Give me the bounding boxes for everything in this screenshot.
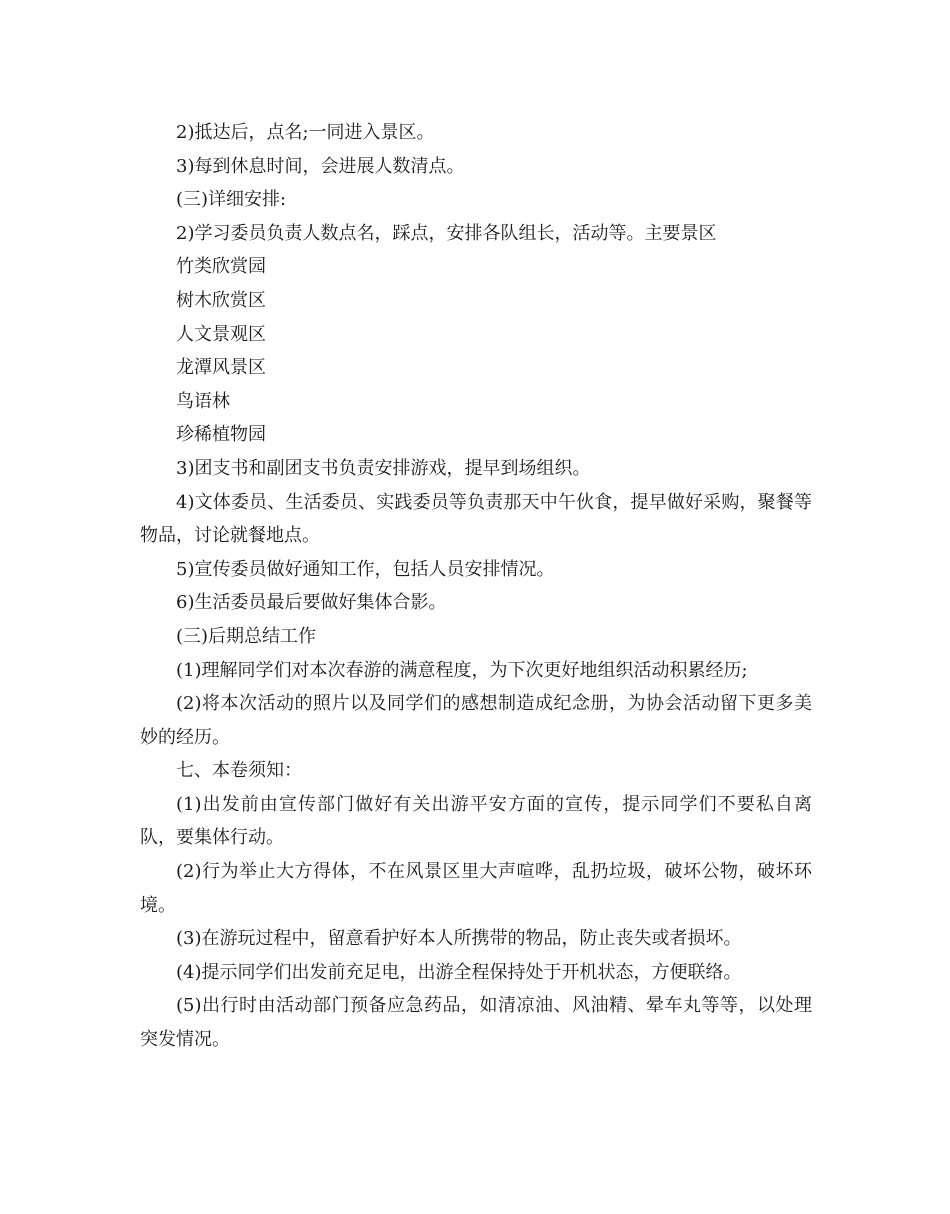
- section-heading: 七、本卷须知：: [176, 760, 302, 782]
- paragraph: (3)在游玩过程中，留意看护好本人所携带的物品，防止丧失或者损坏。: [176, 928, 742, 950]
- list-item: 鸟语林: [176, 390, 230, 412]
- paragraph: (1)理解同学们对本次春游的满意程度，为下次更好地组织活动积累经历;: [176, 659, 748, 681]
- paragraph: (1)出发前由宣传部门做好有关出游平安方面的宣传，提示同学们不要私自离队，要集体行动。: [140, 793, 812, 849]
- paragraph: 2)学习委员负责人数点名，踩点，安排各队组长，活动等。主要景区: [176, 222, 717, 244]
- paragraph: 4)文体委员、生活委员、实践委员等负责那天中午伙食，提早做好采购，聚餐等物品，讨论就餐地点。: [140, 491, 812, 547]
- paragraph: (2)行为举止大方得体，不在风景区里大声喧哗，乱扔垃圾，破坏公物，破坏环境。: [140, 861, 812, 916]
- paragraph: (5)出行时由活动部门预备应急药品，如清凉油、风油精、晕车丸等等，以处理突发情况。: [140, 995, 812, 1051]
- paragraph: (4)提示同学们出发前充足电，出游全程保持处于开机状态，方便联络。: [176, 961, 742, 983]
- list-item: 龙潭风景区: [176, 357, 266, 379]
- paragraph: 3)团支书和副团支书负责安排游戏，提早到场组织。: [176, 457, 591, 479]
- document-body: [140, 116, 812, 1057]
- list-item: 树木欣赏区: [176, 289, 266, 311]
- paragraph: (2)将本次活动的照片以及同学们的感想制造成纪念册，为协会活动留下更多美妙的经历。: [140, 693, 812, 748]
- list-item: 珍稀植物园: [176, 424, 266, 446]
- list-item: 竹类欣赏园: [176, 256, 266, 278]
- paragraph: (三)详细安排:: [176, 189, 287, 211]
- paragraph: 2)抵达后，点名;一同进入景区。: [176, 122, 435, 143]
- paragraph: 5)宣传委员做好通知工作，包括人员安排情况。: [176, 558, 555, 580]
- list-item: 人文景观区: [176, 323, 266, 345]
- paragraph: 3)每到休息时间，会进展人数清点。: [176, 155, 465, 177]
- section-heading: (三)后期总结工作: [176, 625, 317, 647]
- paragraph: 6)生活委员最后要做好集体合影。: [176, 592, 447, 614]
